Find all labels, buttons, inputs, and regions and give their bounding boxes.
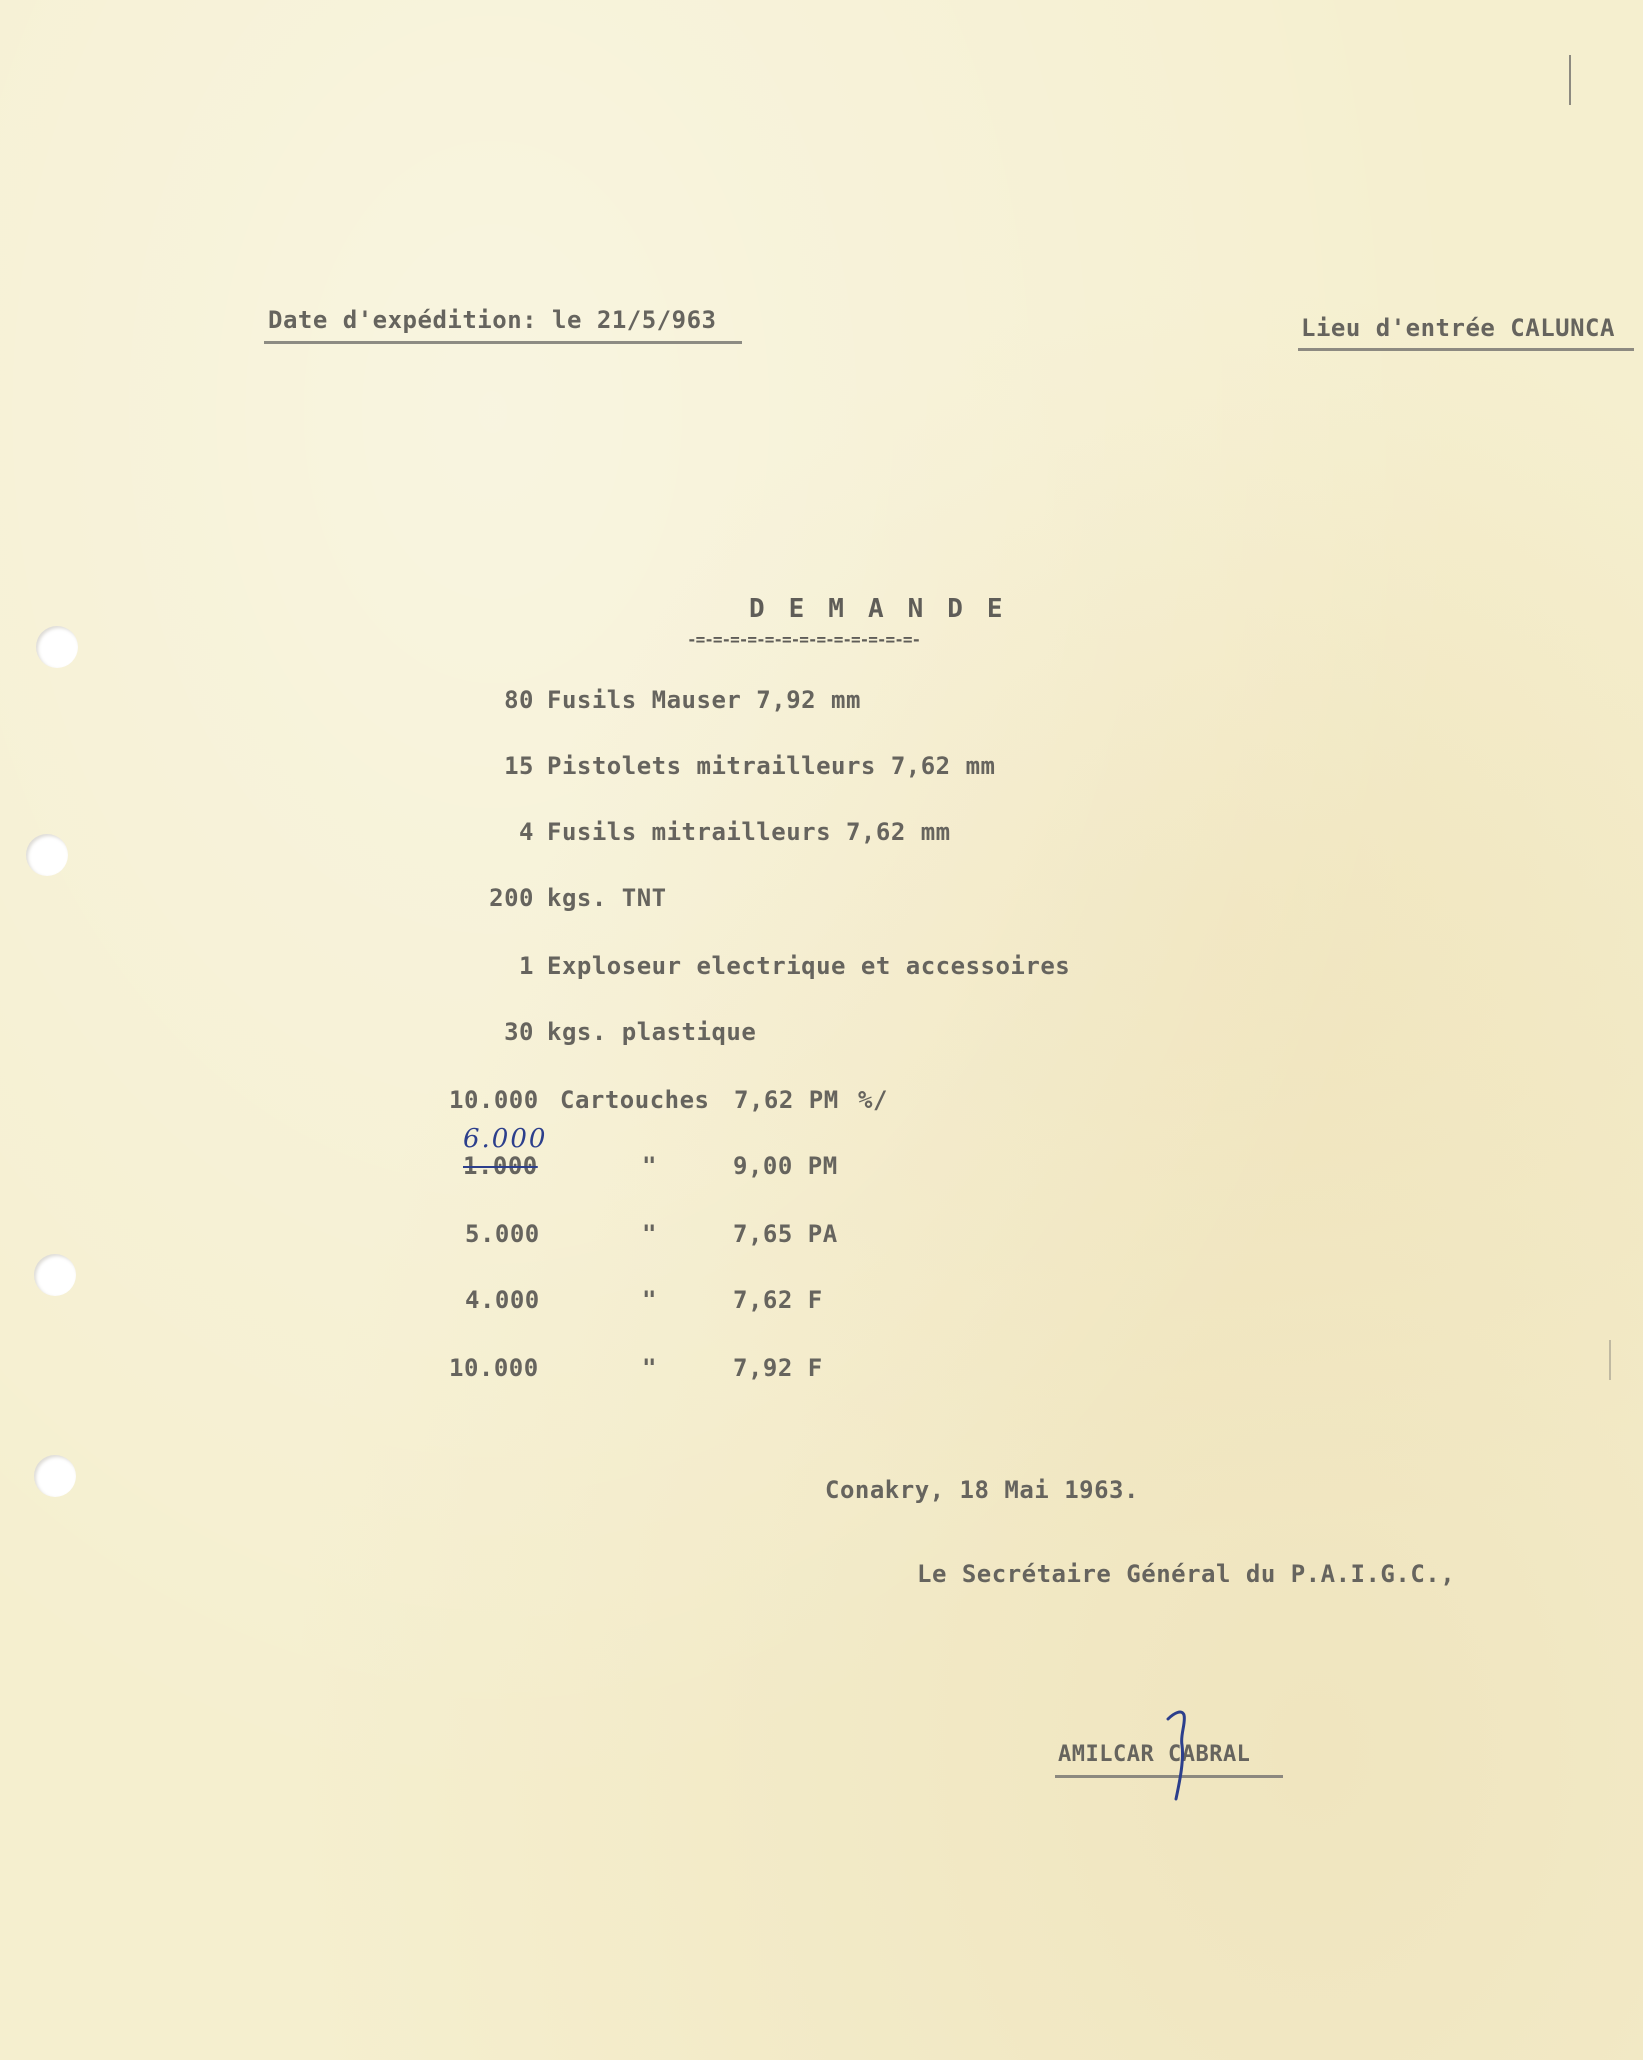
item-qty: 30 [504, 1018, 534, 1046]
cartridge-qty: 4.000 [465, 1286, 540, 1314]
item-text: kgs. TNT [547, 884, 667, 912]
expedition-date-underline [264, 341, 742, 344]
cartridge-qty: 10.000 [449, 1086, 539, 1114]
cartridge-caliber: 9,00 PM [733, 1152, 838, 1180]
cartridge-qty-struck: 1.000 [463, 1152, 538, 1180]
item-text: Fusils Mauser 7,92 mm [547, 686, 861, 714]
ditto-mark: " [642, 1354, 657, 1382]
item-text: kgs. plastique [547, 1018, 757, 1046]
document-title: DEMANDE [749, 594, 1027, 624]
cartridge-mark: %/ [858, 1086, 888, 1114]
cartridge-caliber: 7,92 F [733, 1354, 823, 1382]
punch-hole-4 [34, 1455, 76, 1497]
item-text: Exploseur electrique et accessoires [547, 952, 1071, 980]
signatory-name: AMILCAR CABRAL [1058, 1742, 1251, 1767]
cartridge-caliber: 7,62 PM [734, 1086, 839, 1114]
ditto-mark: " [642, 1152, 657, 1180]
cartridge-caliber: 7,62 F [733, 1286, 823, 1314]
entry-place: Lieu d'entrée CALUNCA [1301, 314, 1615, 342]
punch-hole-2 [26, 834, 68, 876]
item-qty: 1 [519, 952, 534, 980]
entry-place-underline [1298, 348, 1634, 351]
ditto-mark: " [642, 1286, 657, 1314]
punch-hole-3 [34, 1254, 76, 1296]
expedition-date: Date d'expédition: le 21/5/963 [268, 306, 717, 334]
item-qty: 200 [489, 884, 534, 912]
item-qty: 80 [504, 686, 534, 714]
edge-mark-top-right [1569, 55, 1571, 105]
cartridge-qty: 5.000 [465, 1220, 540, 1248]
ditto-mark: " [642, 1220, 657, 1248]
place-date: Conakry, 18 Mai 1963. [825, 1476, 1139, 1504]
cartridge-label: Cartouches [560, 1086, 710, 1114]
title-rule: -=-=-=-=-=-=-=-=-=-=-=-=-=- [687, 630, 921, 649]
punch-hole-1 [36, 626, 78, 668]
item-text: Pistolets mitrailleurs 7,62 mm [547, 752, 996, 780]
item-qty: 15 [504, 752, 534, 780]
signature-stroke [1160, 1705, 1220, 1805]
signatory-title: Le Secrétaire Général du P.A.I.G.C., [917, 1560, 1456, 1588]
item-qty: 4 [519, 818, 534, 846]
edge-mark-right [1609, 1340, 1611, 1380]
cartridge-caliber: 7,65 PA [733, 1220, 838, 1248]
cartridge-qty: 10.000 [449, 1354, 539, 1382]
handwritten-correction: 6.000 [463, 1124, 548, 1154]
item-text: Fusils mitrailleurs 7,62 mm [547, 818, 951, 846]
